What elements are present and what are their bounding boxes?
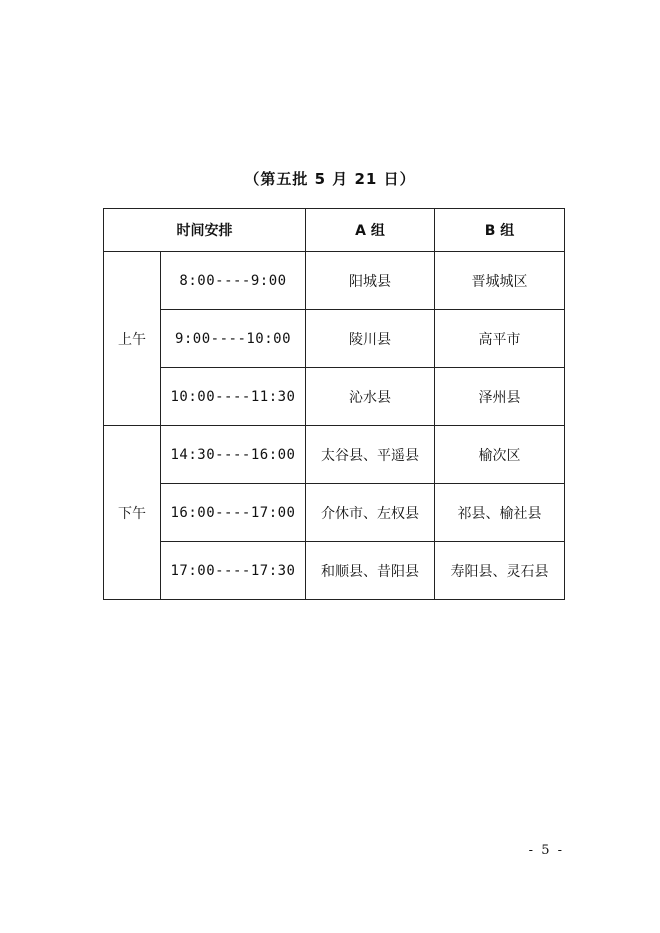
table-row — [104, 426, 565, 484]
table-row — [104, 252, 565, 310]
group-b-cell: 泽州县 — [435, 368, 565, 426]
group-a-cell: 陵川县 — [306, 310, 435, 368]
table-header-row — [104, 209, 565, 252]
group-b-cell: 榆次区 — [435, 426, 565, 484]
group-a-cell: 沁水县 — [306, 368, 435, 426]
group-a-cell: 和顺县、昔阳县 — [306, 542, 435, 600]
table-row — [104, 542, 565, 600]
page-number: - 5 - — [528, 843, 564, 858]
time-cell: 10:00----11:30 — [161, 368, 306, 426]
group-b-cell: 寿阳县、灵石县 — [435, 542, 565, 600]
time-cell: 16:00----17:00 — [161, 484, 306, 542]
table-row — [104, 484, 565, 542]
batch-title: （第五批 5 月 21 日） — [244, 170, 416, 188]
time-cell: 14:30----16:00 — [161, 426, 306, 484]
time-cell: 17:00----17:30 — [161, 542, 306, 600]
period-afternoon: 下午 — [104, 426, 161, 600]
group-b-cell: 晋城城区 — [435, 252, 565, 310]
group-b-cell: 祁县、榆社县 — [435, 484, 565, 542]
group-a-cell: 阳城县 — [306, 252, 435, 310]
group-a-cell: 介休市、左权县 — [306, 484, 435, 542]
header-group-b: B 组 — [435, 209, 565, 252]
time-cell: 9:00----10:00 — [161, 310, 306, 368]
table-row — [104, 310, 565, 368]
table-row — [104, 368, 565, 426]
header-time: 时间安排 — [104, 209, 306, 252]
period-morning: 上午 — [104, 252, 161, 426]
group-b-cell: 高平市 — [435, 310, 565, 368]
schedule-table — [103, 208, 565, 600]
time-cell: 8:00----9:00 — [161, 252, 306, 310]
header-group-a: A 组 — [306, 209, 435, 252]
group-a-cell: 太谷县、平遥县 — [306, 426, 435, 484]
